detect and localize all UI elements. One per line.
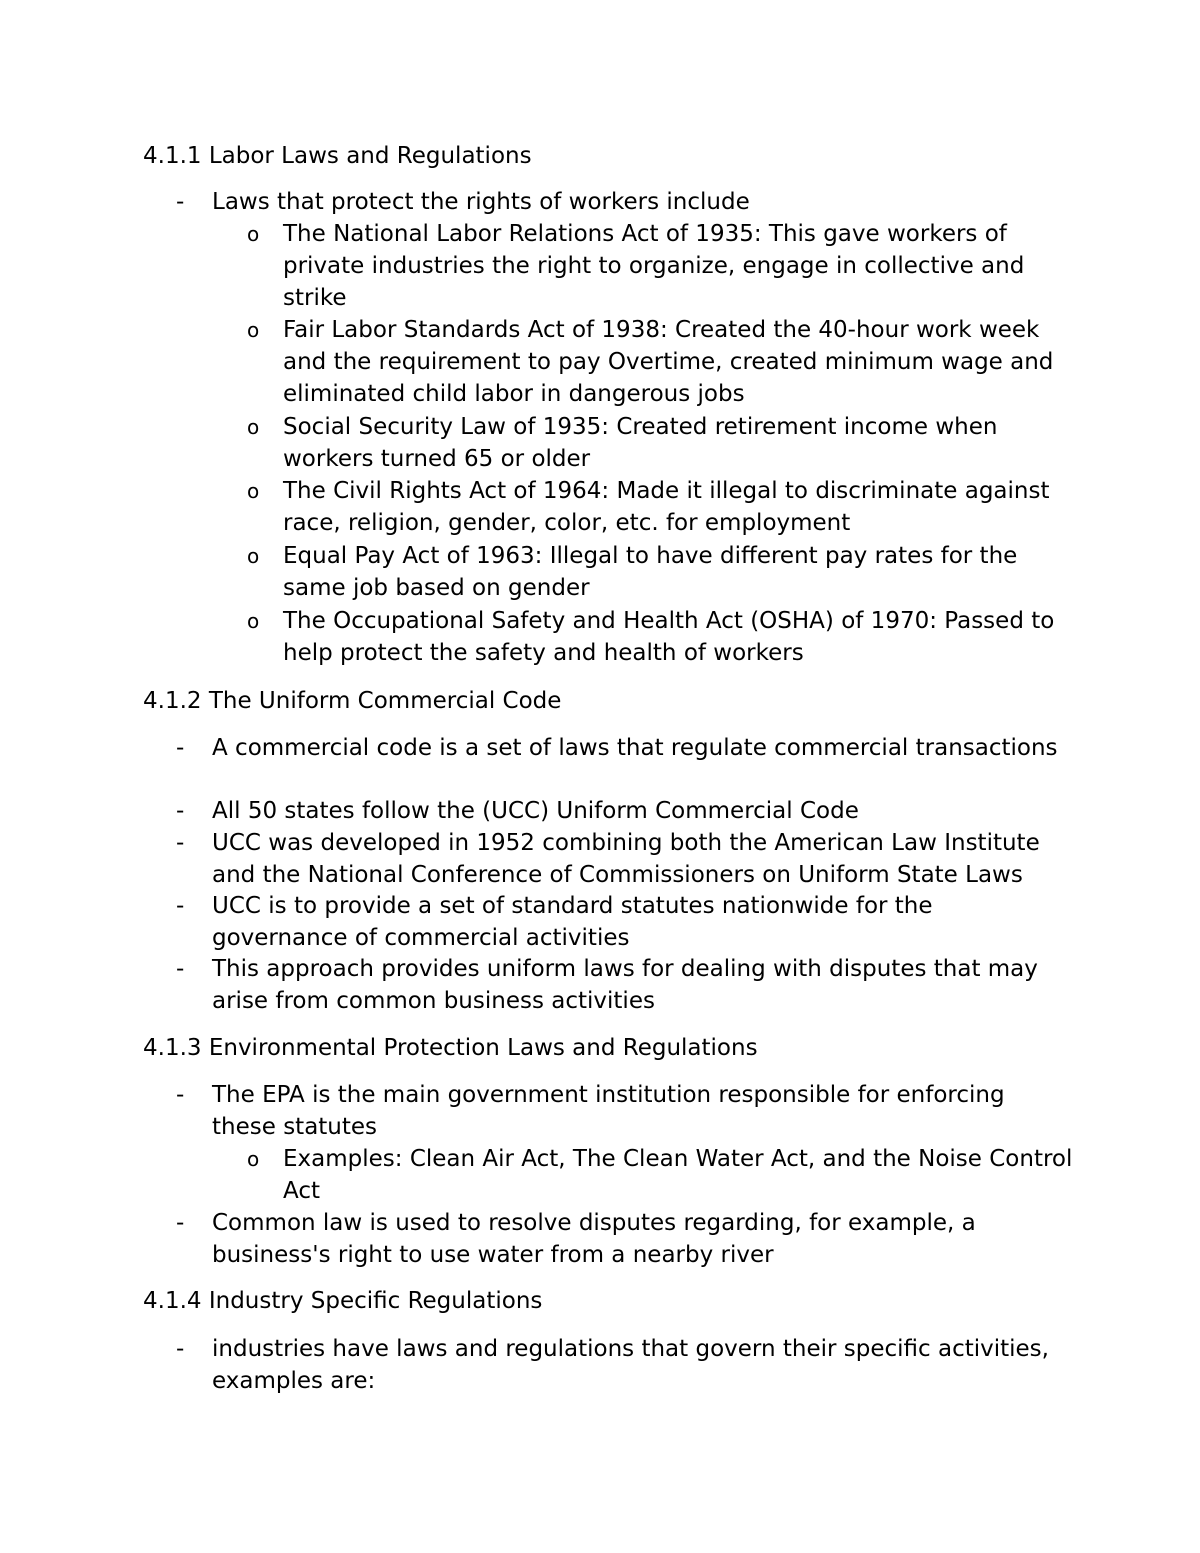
dash-bullet: -: [176, 956, 185, 982]
dash-bullet: -: [176, 798, 185, 824]
dash-bullet: -: [176, 189, 185, 215]
list-item-text: The Occupational Safety and Health Act (OSHA) of 1970: Passed to help protect the safety and health of workers: [283, 608, 1055, 666]
list-item-text: industries have laws and regulations that govern their specific activities, examples are:: [212, 1336, 1049, 1394]
list-item: [176, 1079, 1072, 1143]
list-item: [176, 1207, 1072, 1271]
circle-bullet: o: [247, 1147, 260, 1171]
list-item-text: Laws that protect the rights of workers include: [212, 189, 750, 215]
circle-bullet: o: [247, 318, 260, 342]
circle-bullet: o: [247, 222, 260, 246]
list-item: [247, 1143, 1073, 1207]
list-item-text: Equal Pay Act of 1963: Illegal to have different pay rates for the same job based on gender: [283, 543, 1018, 601]
list-item-text: This approach provides uniform laws for dealing with disputes that may arise from common business activities: [212, 956, 1038, 1014]
list-item-text: Common law is used to resolve disputes regarding, for example, a business's right to use water from a nearby river: [212, 1210, 976, 1268]
list-item-text: Social Security Law of 1935: Created retirement income when workers turned 65 or older: [283, 414, 998, 472]
list-item: [176, 186, 1072, 218]
list-item: [247, 218, 1073, 314]
list-item-text: The EPA is the main government institution responsible for enforcing these statutes: [212, 1082, 1005, 1140]
list-item-text: The Civil Rights Act of 1964: Made it illegal to discriminate against race, religion, gender, color, etc. for employment: [283, 478, 1050, 536]
list-item: [247, 475, 1073, 539]
circle-bullet: o: [247, 415, 260, 439]
dash-bullet: -: [176, 1336, 185, 1362]
section-heading: 4.1.1 Labor Laws and Regulations: [143, 143, 532, 169]
section-heading: 4.1.2 The Uniform Commercial Code: [143, 688, 562, 714]
dash-bullet: -: [176, 830, 185, 856]
list-item-text: UCC was developed in 1952 combining both the American Law Institute and the National Conference of Commissioners on Uniform State Laws: [212, 830, 1040, 888]
list-item: [247, 314, 1073, 410]
section-heading: 4.1.4 Industry Specific Regulations: [143, 1288, 543, 1314]
list-item-text: The National Labor Relations Act of 1935: This gave workers of private industries the right to organize, engage in collective and strike: [283, 221, 1025, 311]
dash-bullet: -: [176, 1082, 185, 1108]
list-item: [176, 732, 1072, 764]
list-item: [247, 540, 1073, 604]
circle-bullet: o: [247, 479, 260, 503]
list-item-text: A commercial code is a set of laws that regulate commercial transactions: [212, 735, 1058, 761]
list-item-text: UCC is to provide a set of standard statutes nationwide for the governance of commercial activities: [212, 893, 933, 951]
list-item: [176, 953, 1072, 1017]
list-item: [176, 795, 1072, 827]
circle-bullet: o: [247, 609, 260, 633]
list-item: [247, 605, 1073, 669]
list-item-text: Examples: Clean Air Act, The Clean Water Act, and the Noise Control Act: [283, 1146, 1073, 1204]
list-item: [247, 411, 1073, 475]
dash-bullet: -: [176, 735, 185, 761]
dash-bullet: -: [176, 1210, 185, 1236]
circle-bullet: o: [247, 544, 260, 568]
list-item: [176, 1333, 1072, 1397]
section-heading: 4.1.3 Environmental Protection Laws and Regulations: [143, 1035, 758, 1061]
dash-bullet: -: [176, 893, 185, 919]
list-item-text: Fair Labor Standards Act of 1938: Created the 40-hour work week and the requirement to pay Overtime, created minimum wage and eliminated child labor in dangerous jobs: [283, 317, 1054, 407]
list-item: [176, 890, 1072, 954]
list-item: [176, 827, 1072, 891]
list-item-text: All 50 states follow the (UCC) Uniform Commercial Code: [212, 798, 859, 824]
